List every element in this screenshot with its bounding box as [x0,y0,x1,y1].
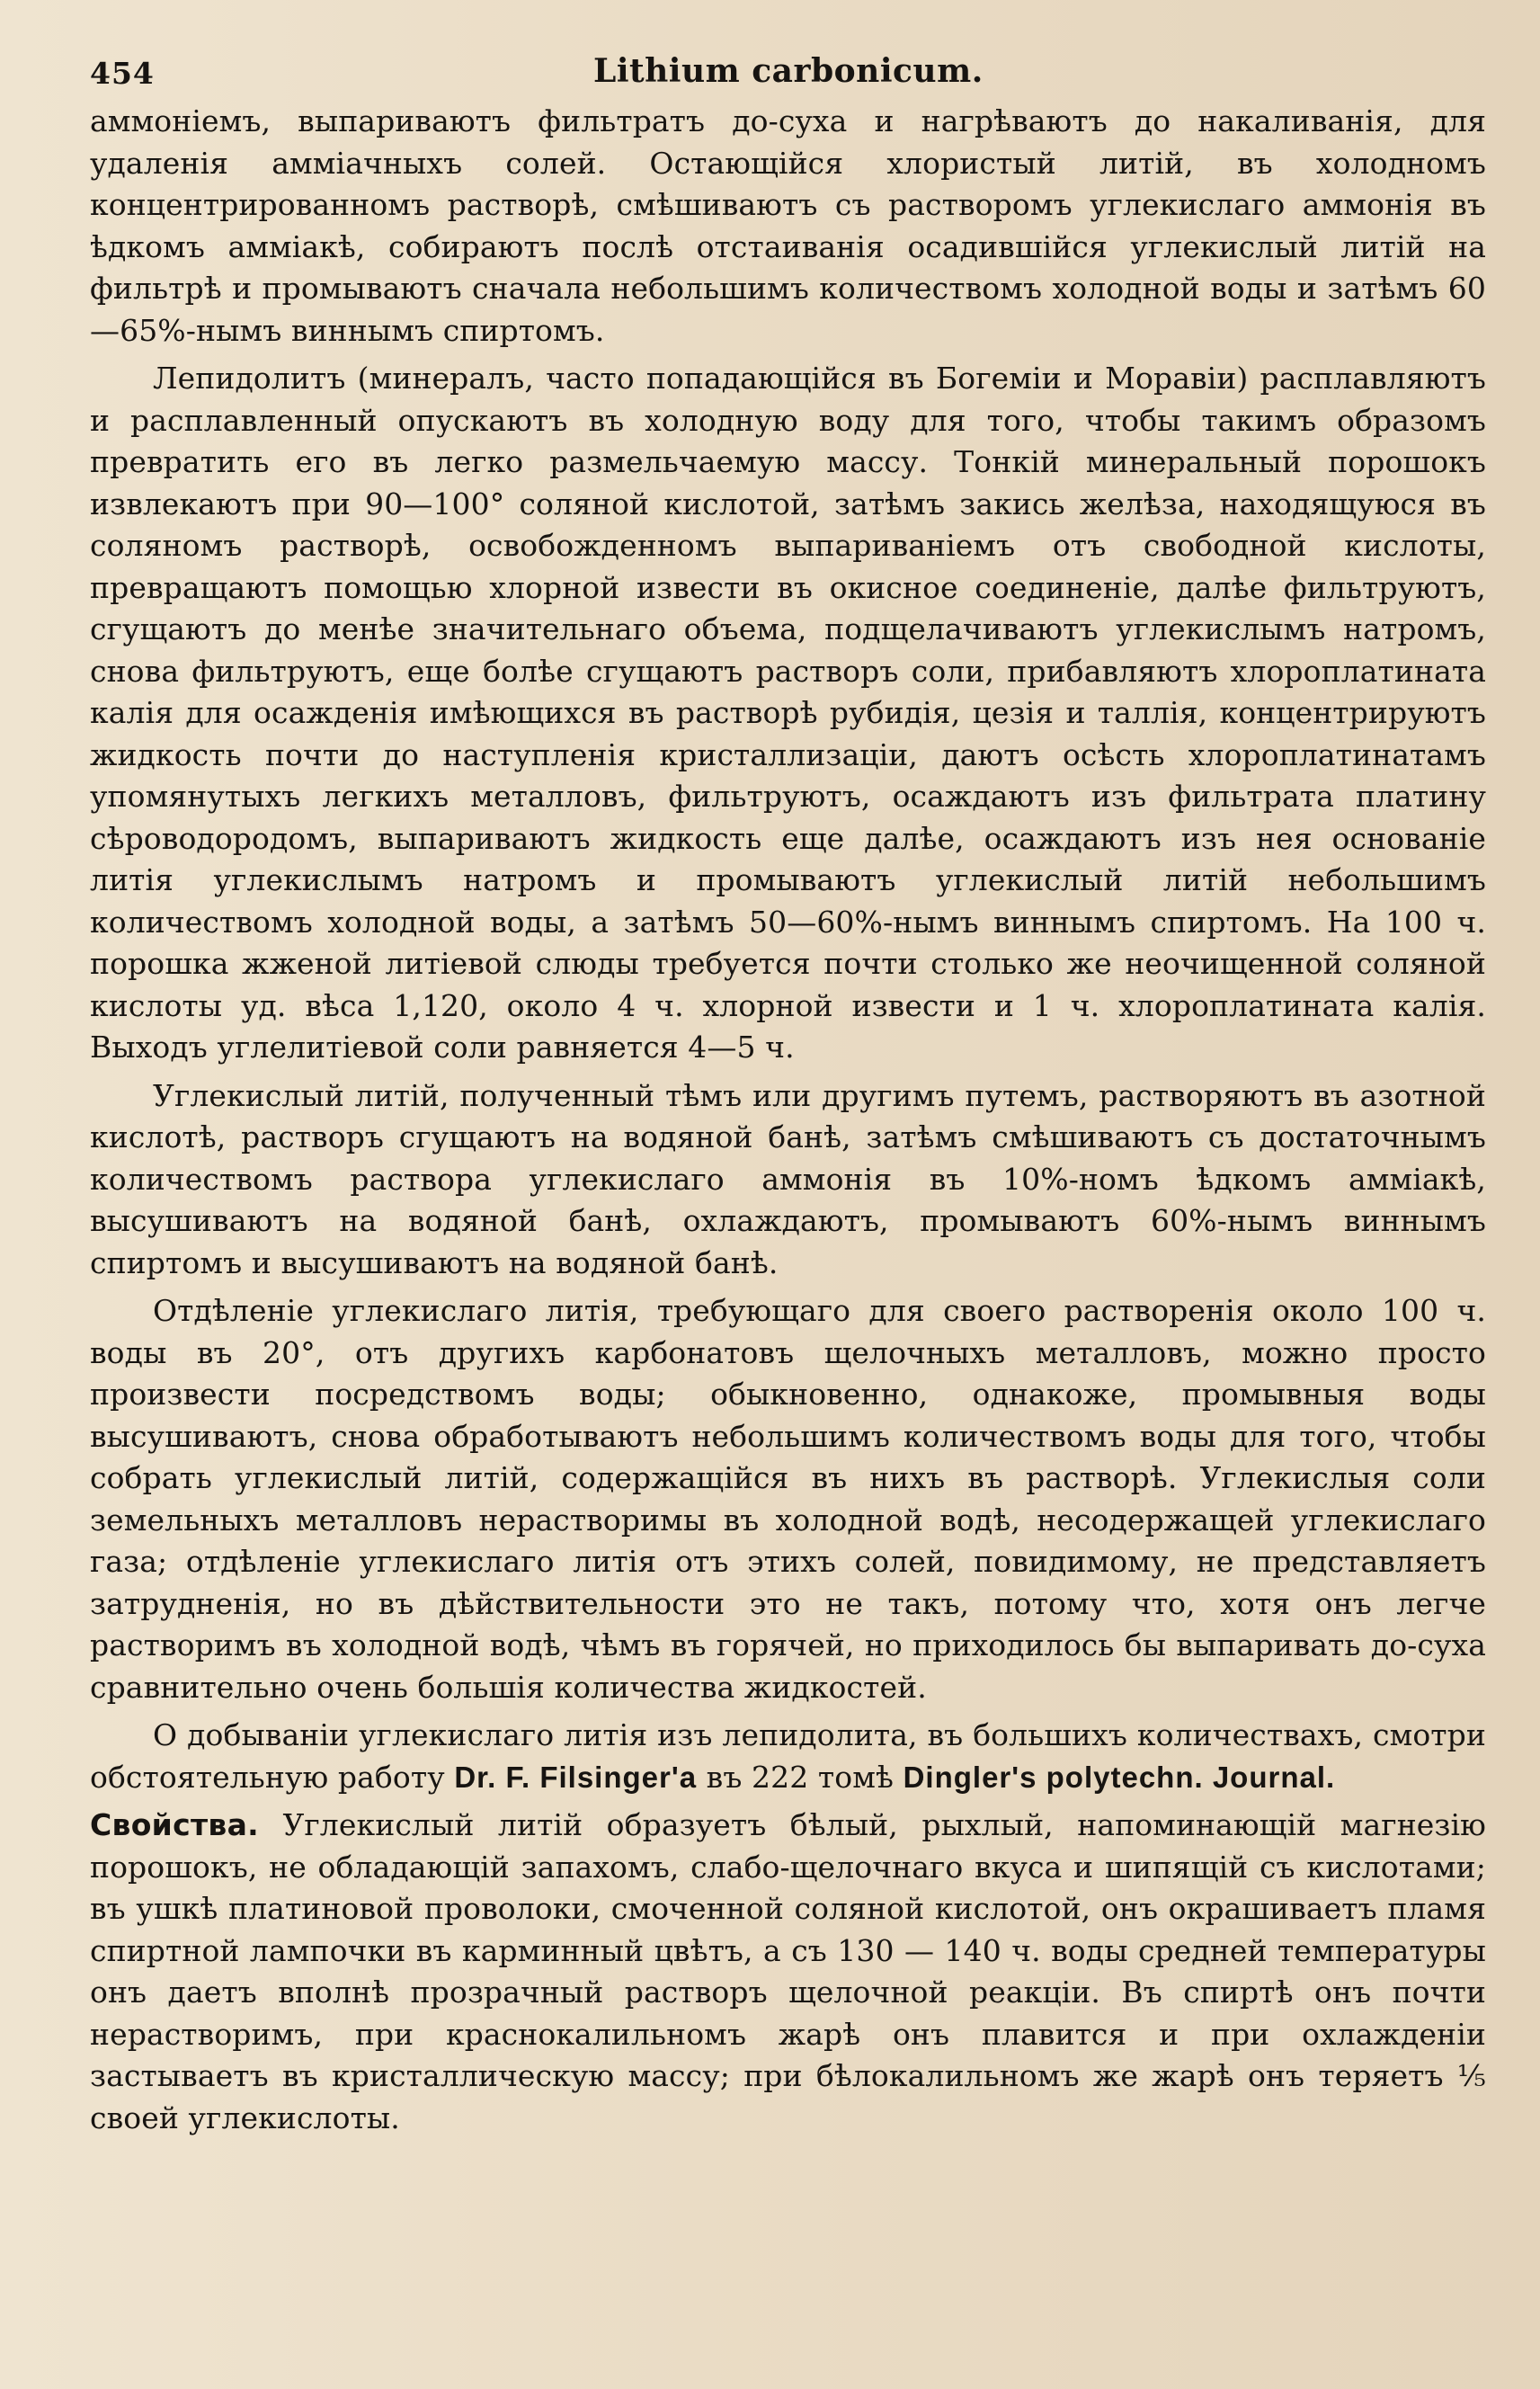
page-body [90,101,1486,2139]
paragraph-properties [90,1805,1486,2139]
properties-heading: Свойства. [90,1807,259,1842]
paragraph-continuation: аммоніемъ, выпариваютъ фильтратъ до-суха и нагрѣваютъ до накаливанія, для удаленія амміачныхъ солей. Остающійся хлористый литій, въ холодномъ концентрированномъ растворѣ, смѣшиваютъ съ растворомъ углекислаго аммонія въ ѣдкомъ амміакѣ, собираютъ послѣ отстаиванія осадившійся углекислый литій на фильтрѣ и промываютъ сначала небольшимъ количествомъ холодной воды и затѣмъ 60—65%-нымъ виннымъ спиртомъ. [90,103,1486,348]
paragraph-nitric-acid: Углекислый литій, полученный тѣмъ или другимъ путемъ, растворяютъ въ азотной кислотѣ, растворъ сгущаютъ на водяной банѣ, затѣмъ смѣшиваютъ съ достаточнымъ количествомъ раствора углекислаго аммонія въ 10%-номъ ѣдкомъ амміакѣ, высушиваютъ на водяной банѣ, охлаждаютъ, промываютъ 60%-нымъ виннымъ спиртомъ и высушиваютъ на водяной банѣ. [90,1077,1486,1280]
properties-text: Углекислый литій образуетъ бѣлый, рыхлый, напоминающій магнезію порошокъ, не обладающій запахомъ, слабо-щелочнаго вкуса и шипящій съ кислотами; въ ушкѣ платиновой проволоки, смоченной соляной кислотой, онъ окрашиваетъ пламя спиртной лампочки въ карминный цвѣтъ, а съ 130 — 140 ч. воды средней температуры онъ даетъ вполнѣ прозрачный растворъ щелочной реакціи. Въ спиртѣ онъ почти нерастворимъ, при краснокалильномъ жарѣ онъ плавится и при охлажденіи застываетъ въ кристаллическую массу; при бѣлокалильномъ же жарѣ онъ теряетъ ⅕ своей углекислоты. [90,1807,1486,2135]
paragraph-reference [90,1715,1486,1798]
running-title: Lithium carbonicum. [593,52,984,90]
reference-journal: Dingler's polytechn. Journal. [903,1760,1336,1794]
reference-author: Dr. F. Filsinger'а [454,1760,698,1794]
page-header [90,25,1488,101]
page-number: 454 [90,56,155,91]
reference-text-before: О добываніи углекислаго литія изъ лепидолита, въ большихъ количествахъ, смотри обстоятельную работу [90,1717,1486,1795]
paragraph-separation: Отдѣленіе углекислаго литія, требующаго для своего растворенія около 100 ч. воды въ 20°, отъ другихъ карбонатовъ щелочныхъ металловъ, можно просто произвести посредствомъ воды; обыкновенно, однакоже, промывныя воды высушиваютъ, снова обработываютъ небольшимъ количествомъ воды для того, чтобы собрать углекислый литій, содержащійся въ нихъ въ растворѣ. Углекислыя соли земельныхъ металловъ нерастворимы въ холодной водѣ, несодержащей углекислаго газа; отдѣленіе углекислаго литія отъ этихъ солей, повидимому, не представляетъ затрудненія, но въ дѣйствительности это не такъ, потому что, хотя онъ легче растворимъ въ холодной водѣ, чѣмъ въ горячей, но приходилось бы выпаривать до-суха сравнительно очень большія количества жидкостей. [90,1293,1486,1705]
reference-text-middle: въ 222 томѣ [697,1759,904,1795]
paragraph-lepidolite: Лепидолитъ (минералъ, часто попадающійся въ Богеміи и Моравіи) расплавляютъ и расплавленный опускаютъ въ холодную воду для того, чтобы такимъ образомъ превратить его въ легко размельчаемую массу. Тонкій минеральный порошокъ извлекаютъ при 90—100° соляной кислотой, затѣмъ закись желѣза, находящуюся въ соляномъ растворѣ, освобожденномъ выпариваніемъ отъ свободной кислоты, превращаютъ помощью хлорной извести въ окисное соединеніе, далѣе фильтруютъ, сгущаютъ до менѣе значительнаго объема, подщелачиваютъ углекислымъ натромъ, снова фильтруютъ, еще болѣе сгущаютъ растворъ соли, прибавляютъ хлороплатината калія для осажденія имѣющихся въ растворѣ рубидія, цезія и таллія, концентрируютъ жидкость почти до наступленія кристаллизаціи, даютъ осѣсть хлороплатинатамъ упомянутыхъ легкихъ металловъ, фильтруютъ, осаждаютъ изъ фильтрата платину сѣроводородомъ, выпариваютъ жидкость еще далѣе, осаждаютъ изъ нея основаніе литія углекислымъ натромъ и промываютъ углекислый литій небольшимъ количествомъ холодной воды, а затѣмъ 50—60%-нымъ виннымъ спиртомъ. На 100 ч. порошка жженой литіевой слюды требуется почти столько же неочищенной соляной кислоты уд. вѣса 1,120, около 4 ч. хлорной извести и 1 ч. хлороплатината калія. Выходъ углелитіевой соли равняется 4—5 ч. [90,361,1486,1065]
